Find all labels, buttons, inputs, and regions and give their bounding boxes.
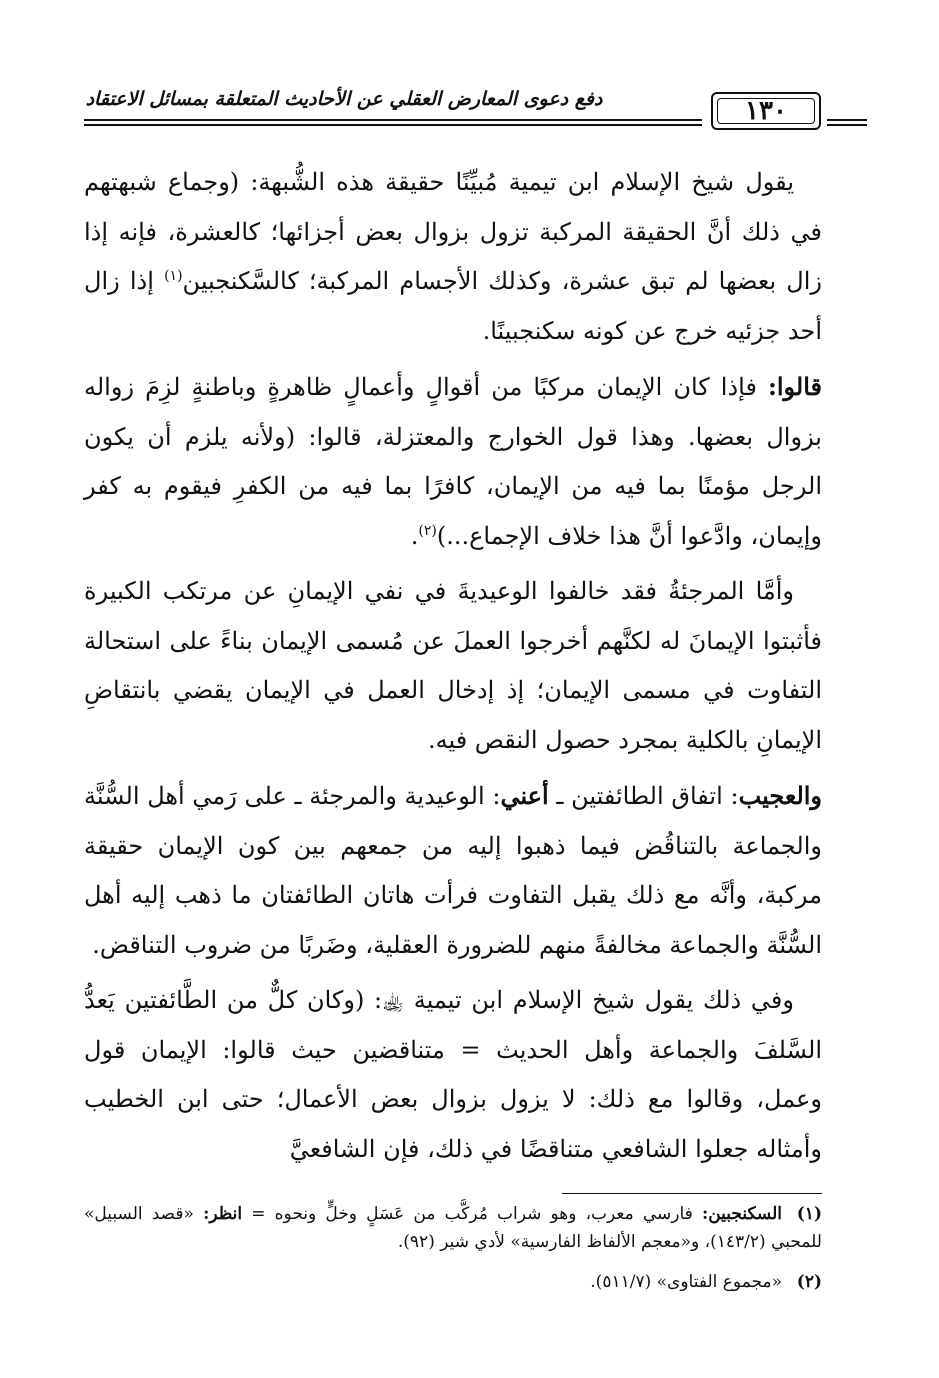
footnote-number: (٢) [796,1272,822,1292]
footnote [84,1268,822,1296]
header-dash-bottom [827,124,867,126]
footnote [84,1200,822,1256]
paragraph [84,567,822,765]
lead-word: قالوا: [767,372,822,401]
paragraph-text: . [410,521,419,550]
paragraph-text: وفي ذلك يقول شيخ الإسلام ابن تيمية ﵀: (وكان كلٌّ من الطَّائفتين يَعدُّ السَّلفَ والجماعة وأهل الحديث = متناقضين حيث قالوا: الإيمان قول وعمل، وقالوا مع ذلك: لا يزول بزوال بعض الأعمال؛ حتى ابن الخطيب وأمثاله جعلوا الشافعي متناقضًا في ذلك، فإن الشافعيَّ [84,986,822,1163]
paragraph-text: : اتفاق الطائفتين ـ [548,782,739,810]
footnotes [84,1200,822,1308]
footnote-text: «مجموع الفتاوى» (٥١١/٧). [590,1272,782,1292]
header-dash-top [827,119,867,121]
paragraph-text: : الوعيدية والمرجئة ـ على رَمي أهل السُّنَّة والجماعة بالتناقُض فيما ذهبوا إليه من جمعهم بين كون الإيمان حقيقة مركبة، وأنَّه مع ذلك يقبل التفاوت فرأت هاتان الطائفتان ما ذهب إليه أهل السُّنَّة والجماعة مخالفةً منهم للضرورة العقلية، وضَربًا من ضروب التناقض. [84,782,822,959]
page-number-frame [717,98,815,124]
paragraph [84,158,822,356]
book-title: دفع دعوى المعارض العقلي عن الأحاديث المتعلقة بمسائل الاعتقاد [85,88,603,110]
paragraph-text: يقول شيخ الإسلام ابن تيمية مُبيِّنًا حقيقة هذه الشُّبهة: (وجماع شبهتهم في ذلك أنَّ الحقيقة المركبة تزول بزوال بعض أجزائها؛ كالعشرة، فإنه إذا زال بعضها لم تبق عشرة، وكذلك الأجسام المركبة؛ كالسَّكنجبين [84,168,822,295]
paragraph-text: وأمَّا المرجئةُ فقد خالفوا الوعيديةَ في نفي الإيمانِ عن مرتكب الكبيرة فأثبتوا الإيمانَ له لكنَّهم أخرجوا العملَ عن مُسمى الإيمان بناءً على استحالة التفاوت في مسمى الإيمان؛ إذ إدخال العمل في الإيمان يقضي بانتقاضِ الإيمانِ بالكلية بمجرد حصول النقص فيه. [84,577,823,754]
footnote-lead: انظر: [203,1204,243,1224]
lead-word: والعجيب [738,781,823,810]
header-rule-top [84,119,702,121]
footnote-ref: (١) [164,268,183,284]
footnote-separator [562,1193,822,1194]
footnote-text: «قصد السبيل» للمحبي (١٤٣/٢)، و«معجم الألفاظ الفارسية» لأدي شير (٩٢). [84,1204,822,1252]
main-text [84,158,822,1180]
page-number: ١٣٠ [745,96,787,126]
footnote-text: فارسي معرب، وهو شراب مُركَّب من عَسَلٍ وخلٍّ ونحوه = [242,1204,702,1224]
paragraph [84,362,822,561]
page-number-box [711,92,821,130]
running-header [84,86,824,146]
header-rule-bottom [84,124,702,126]
footnote-number: (١) [796,1204,822,1224]
paragraph-text: إذا زال أحد جزئيه خرج عن كونه سكنجبينًا. [84,267,822,345]
footnote-ref: (٢) [418,522,437,539]
footnote-lead: السكنجبين: [701,1204,782,1224]
paragraph [84,771,822,970]
lead-word: أعني [500,781,549,810]
paragraph [84,976,822,1174]
paragraph-text: فإذا كان الإيمان مركبًا من أقوالٍ وأعمالٍ ظاهرةٍ وباطنةٍ لزِمَ زواله بزوال بعضها. وهذا قول الخوارج والمعتزلة، قالوا: (ولأنه يلزم أن يكون الرجل مؤمنًا بما فيه من الإيمان، كافرًا بما فيه من الكفرِ فيقوم به كفر وإيمان، وادَّعوا أنَّ هذا خلاف الإجماع...) [84,373,822,550]
